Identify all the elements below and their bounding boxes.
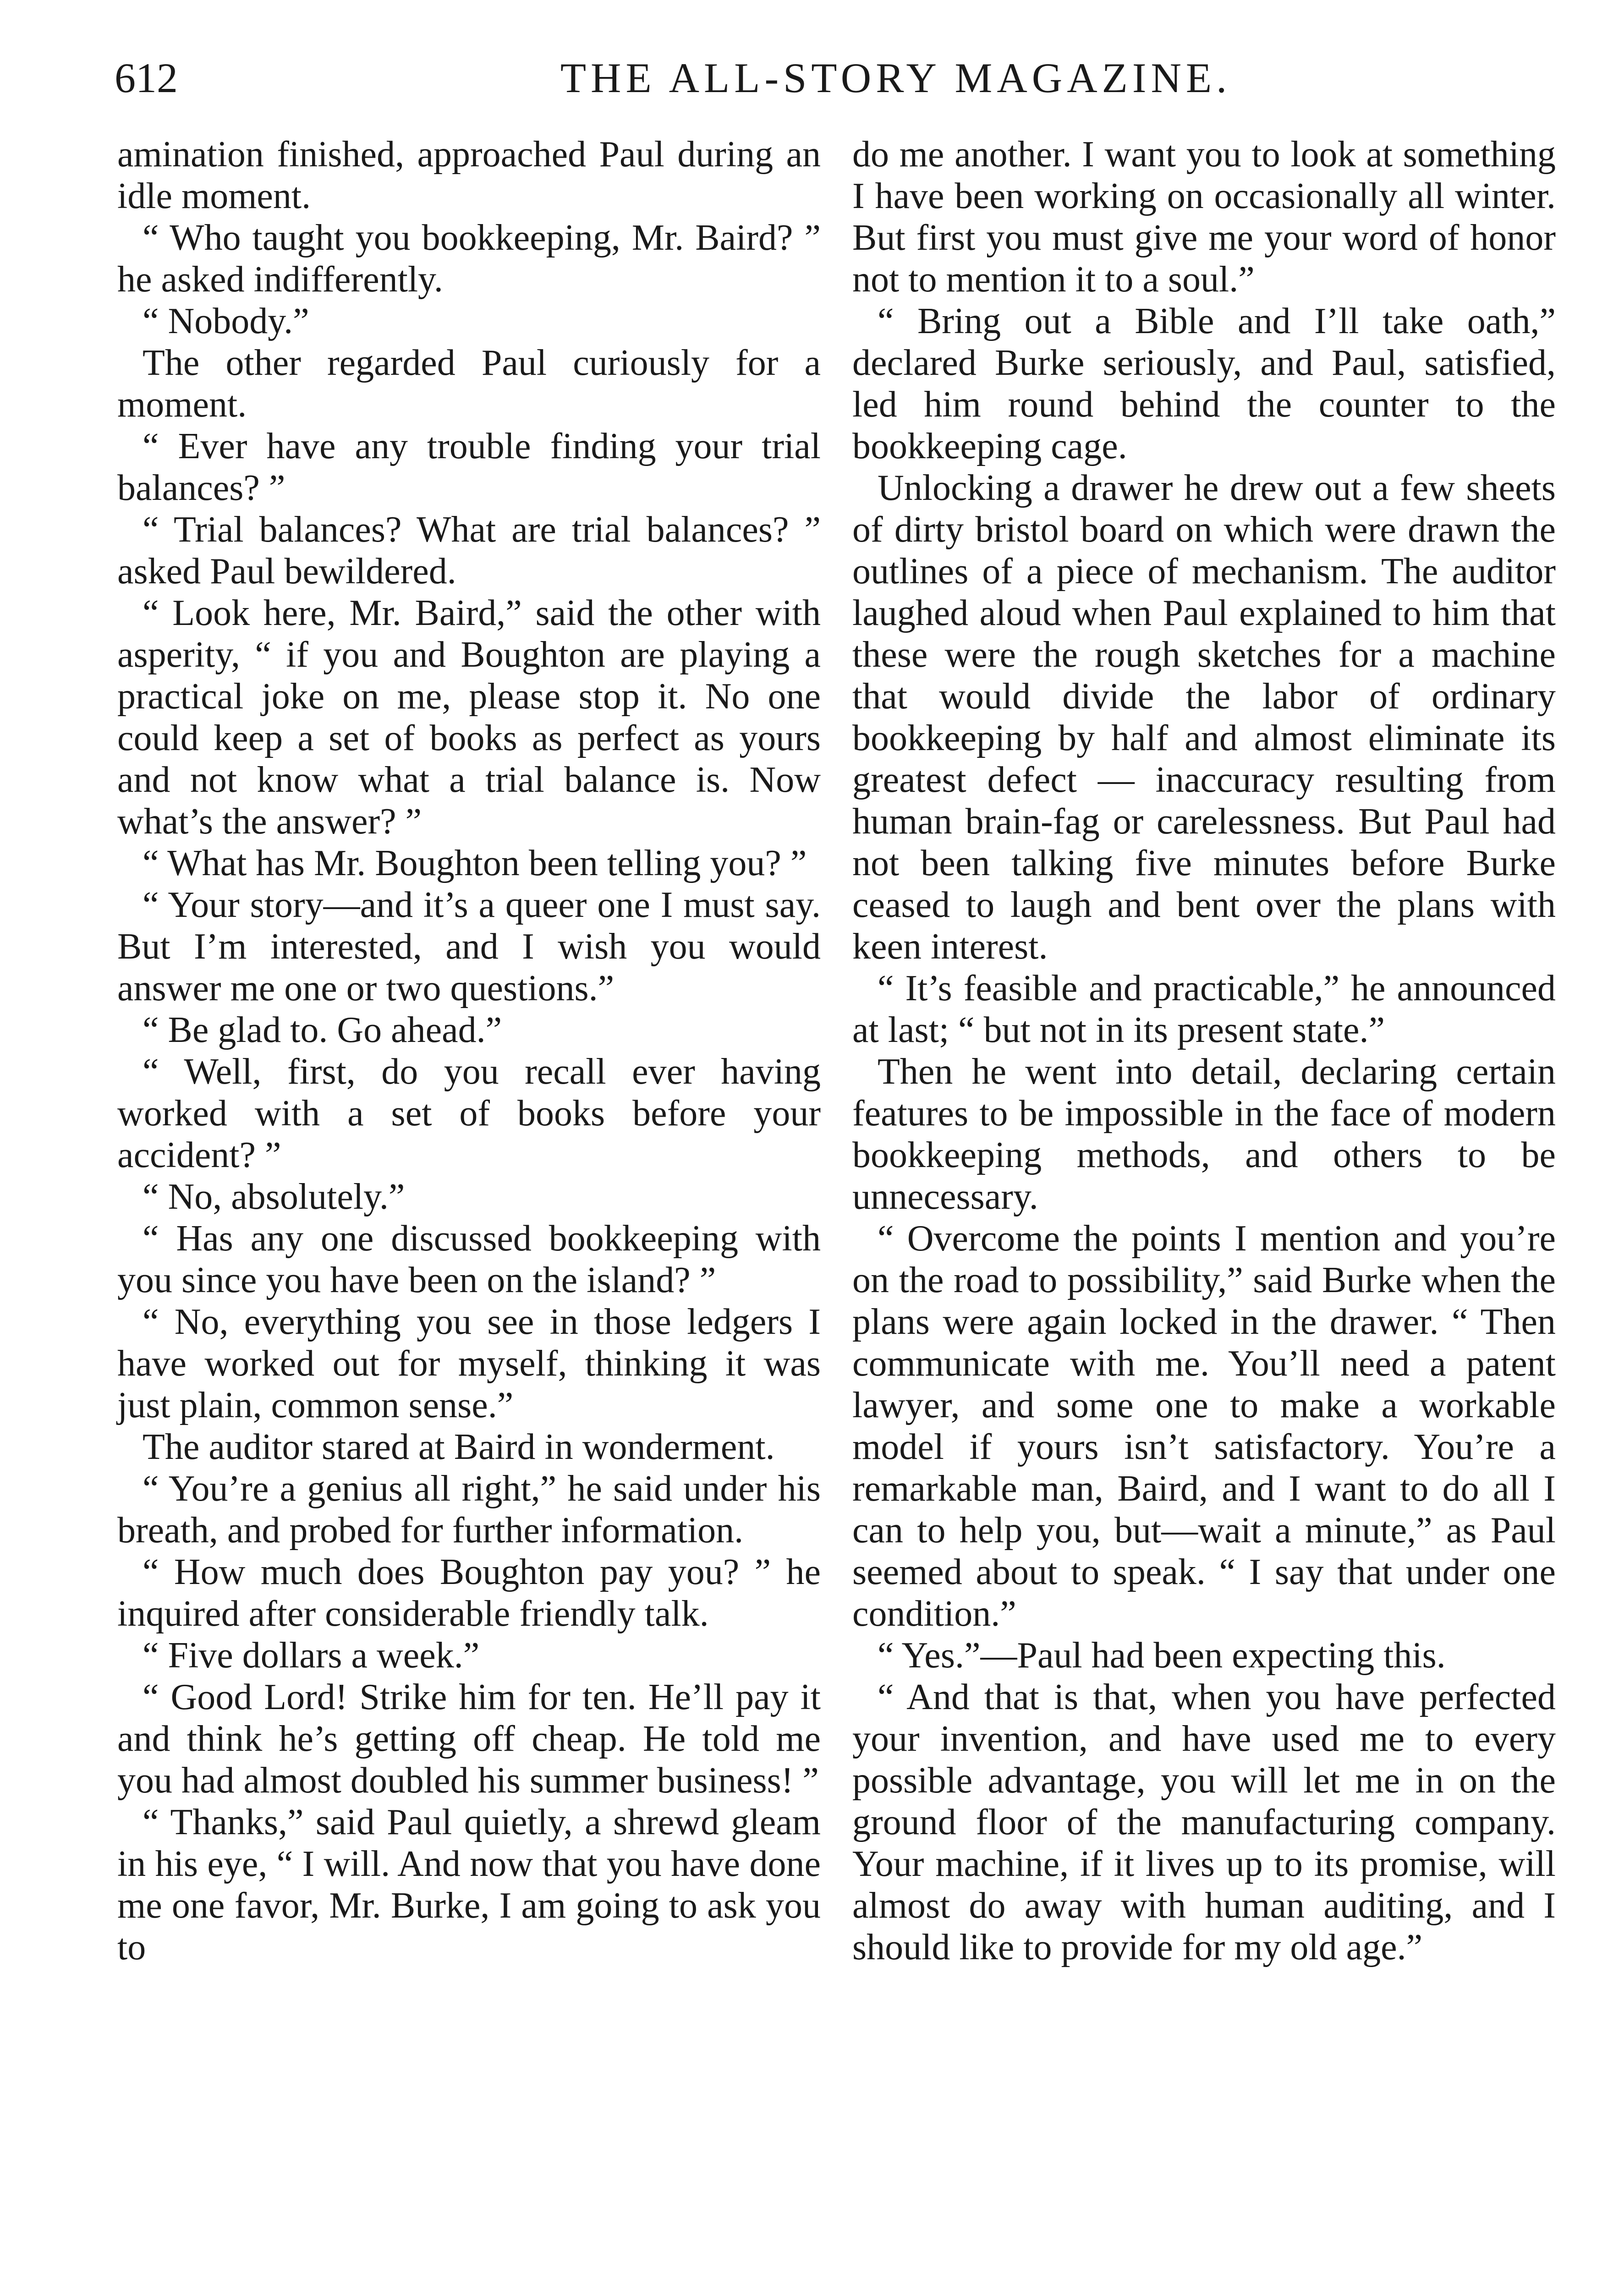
paragraph: “ You’re a genius all right,” he said under his breath, and probed for further information. <box>117 1469 821 1551</box>
paragraph: “ Five dollars a week.” <box>143 1635 480 1676</box>
paragraph: “ Overcome the points I mention and you’re on the road to possibility,” said Burke when the plans were again locked in the drawer. “ Then communicate with me. You’ll need a patent lawyer, and some one to make a workable model if yours isn’t satisfactory. You’re a remarkable man, Baird, and I want to do all I can to help you, but—wait a minute,” as Paul seemed about to speak. “ I say that under one condition.” <box>852 1218 1556 1634</box>
paragraph: “ Ever have any trouble finding your trial balances? ” <box>117 426 821 508</box>
page-header <box>115 44 1540 112</box>
paragraph: “ Your story—and it’s a queer one I must say. But I’m interested, and I wish you would answer me one or two questions.” <box>117 885 821 1008</box>
paragraph: “ Has any one discussed bookkeeping with you since you have been on the island? ” <box>117 1218 821 1300</box>
paragraph: “ What has Mr. Boughton been telling you? ” <box>143 843 807 883</box>
paragraph: “ How much does Boughton pay you? ” he inquired after considerable friendly talk. <box>117 1552 821 1634</box>
paragraph: “ Yes.”—Paul had been expecting this. <box>878 1635 1446 1676</box>
paragraph: “ And that is that, when you have perfected your invention, and have used me to every possible advantage, you will let me in on the ground floor of the manufacturing company. Your machine, if it lives up to its promise, will almost do away with human auditing, and I should like to provide for my old age.” <box>852 1677 1556 1968</box>
running-title: THE ALL-STORY MAGAZINE. <box>560 55 1232 101</box>
paragraph: “ Good Lord! Strike him for ten. He’ll pay it and think he’s getting off cheap. He told me you had almost doubled his summer business! ” <box>117 1677 821 1801</box>
paragraph: “ Nobody.” <box>143 301 309 341</box>
paragraph: “ Look here, Mr. Baird,” said the other with asperity, “ if you and Boughton are playing a practical joke on me, please stop it. No one could keep a set of books as perfect as yours and not know what a trial balance is. Now what’s the answer? ” <box>117 593 821 842</box>
paragraph: “ Who taught you bookkeeping, Mr. Baird? ” he asked indifferently. <box>117 218 821 300</box>
paragraph: “ No, everything you see in those ledgers I have worked out for myself, thinking it was just plain, common sense.” <box>117 1302 821 1425</box>
paragraph: do me another. I want you to look at something I have been working on occasionally all winter. But first you must give me your word of honor not to mention it to a soul.” <box>852 134 1556 300</box>
paragraph: “ Trial balances? What are trial balances? ” asked Paul bewildered. <box>117 510 821 592</box>
left-column <box>117 134 821 1968</box>
paragraph: The auditor stared at Baird in wonderment. <box>143 1427 775 1467</box>
paragraph: “ No, absolutely.” <box>143 1177 405 1217</box>
paragraph: “ Bring out a Bible and I’ll take oath,” declared Burke seriously, and Paul, satisfied, led him round behind the counter to the bookkeeping cage. <box>852 301 1556 466</box>
paragraph: “ Be glad to. Go ahead.” <box>143 1010 502 1050</box>
paragraph: Then he went into detail, declaring certain features to be impossible in the face of modern bookkeeping methods, and others to be unnecessary. <box>852 1052 1556 1217</box>
paragraph: Unlocking a drawer he drew out a few sheets of dirty bristol board on which were drawn the outlines of a piece of mechanism. The auditor laughed aloud when Paul explained to him that these were the rough sketches for a machine that would divide the labor of ordinary bookkeeping by half and almost eliminate its greatest defect — inaccuracy resulting from human brain-fag or carelessness. But Paul had not been talking five minutes before Burke ceased to laugh and bent over the plans with keen interest. <box>852 468 1556 967</box>
paragraph: The other regarded Paul curiously for a moment. <box>117 343 821 425</box>
right-column <box>852 134 1556 1968</box>
paragraph: “ It’s feasible and practicable,” he announced at last; “ but not in its present state.” <box>852 968 1556 1050</box>
page-number: 612 <box>115 55 178 101</box>
paragraph: “ Thanks,” said Paul quietly, a shrewd gleam in his eye, “ I will. And now that you have done me one favor, Mr. Burke, I am going to ask you to <box>117 1802 821 1968</box>
paragraph: “ Well, first, do you recall ever having worked with a set of books before your accident? ” <box>117 1052 821 1175</box>
paragraph: amination finished, approached Paul during an idle moment. <box>117 134 821 216</box>
